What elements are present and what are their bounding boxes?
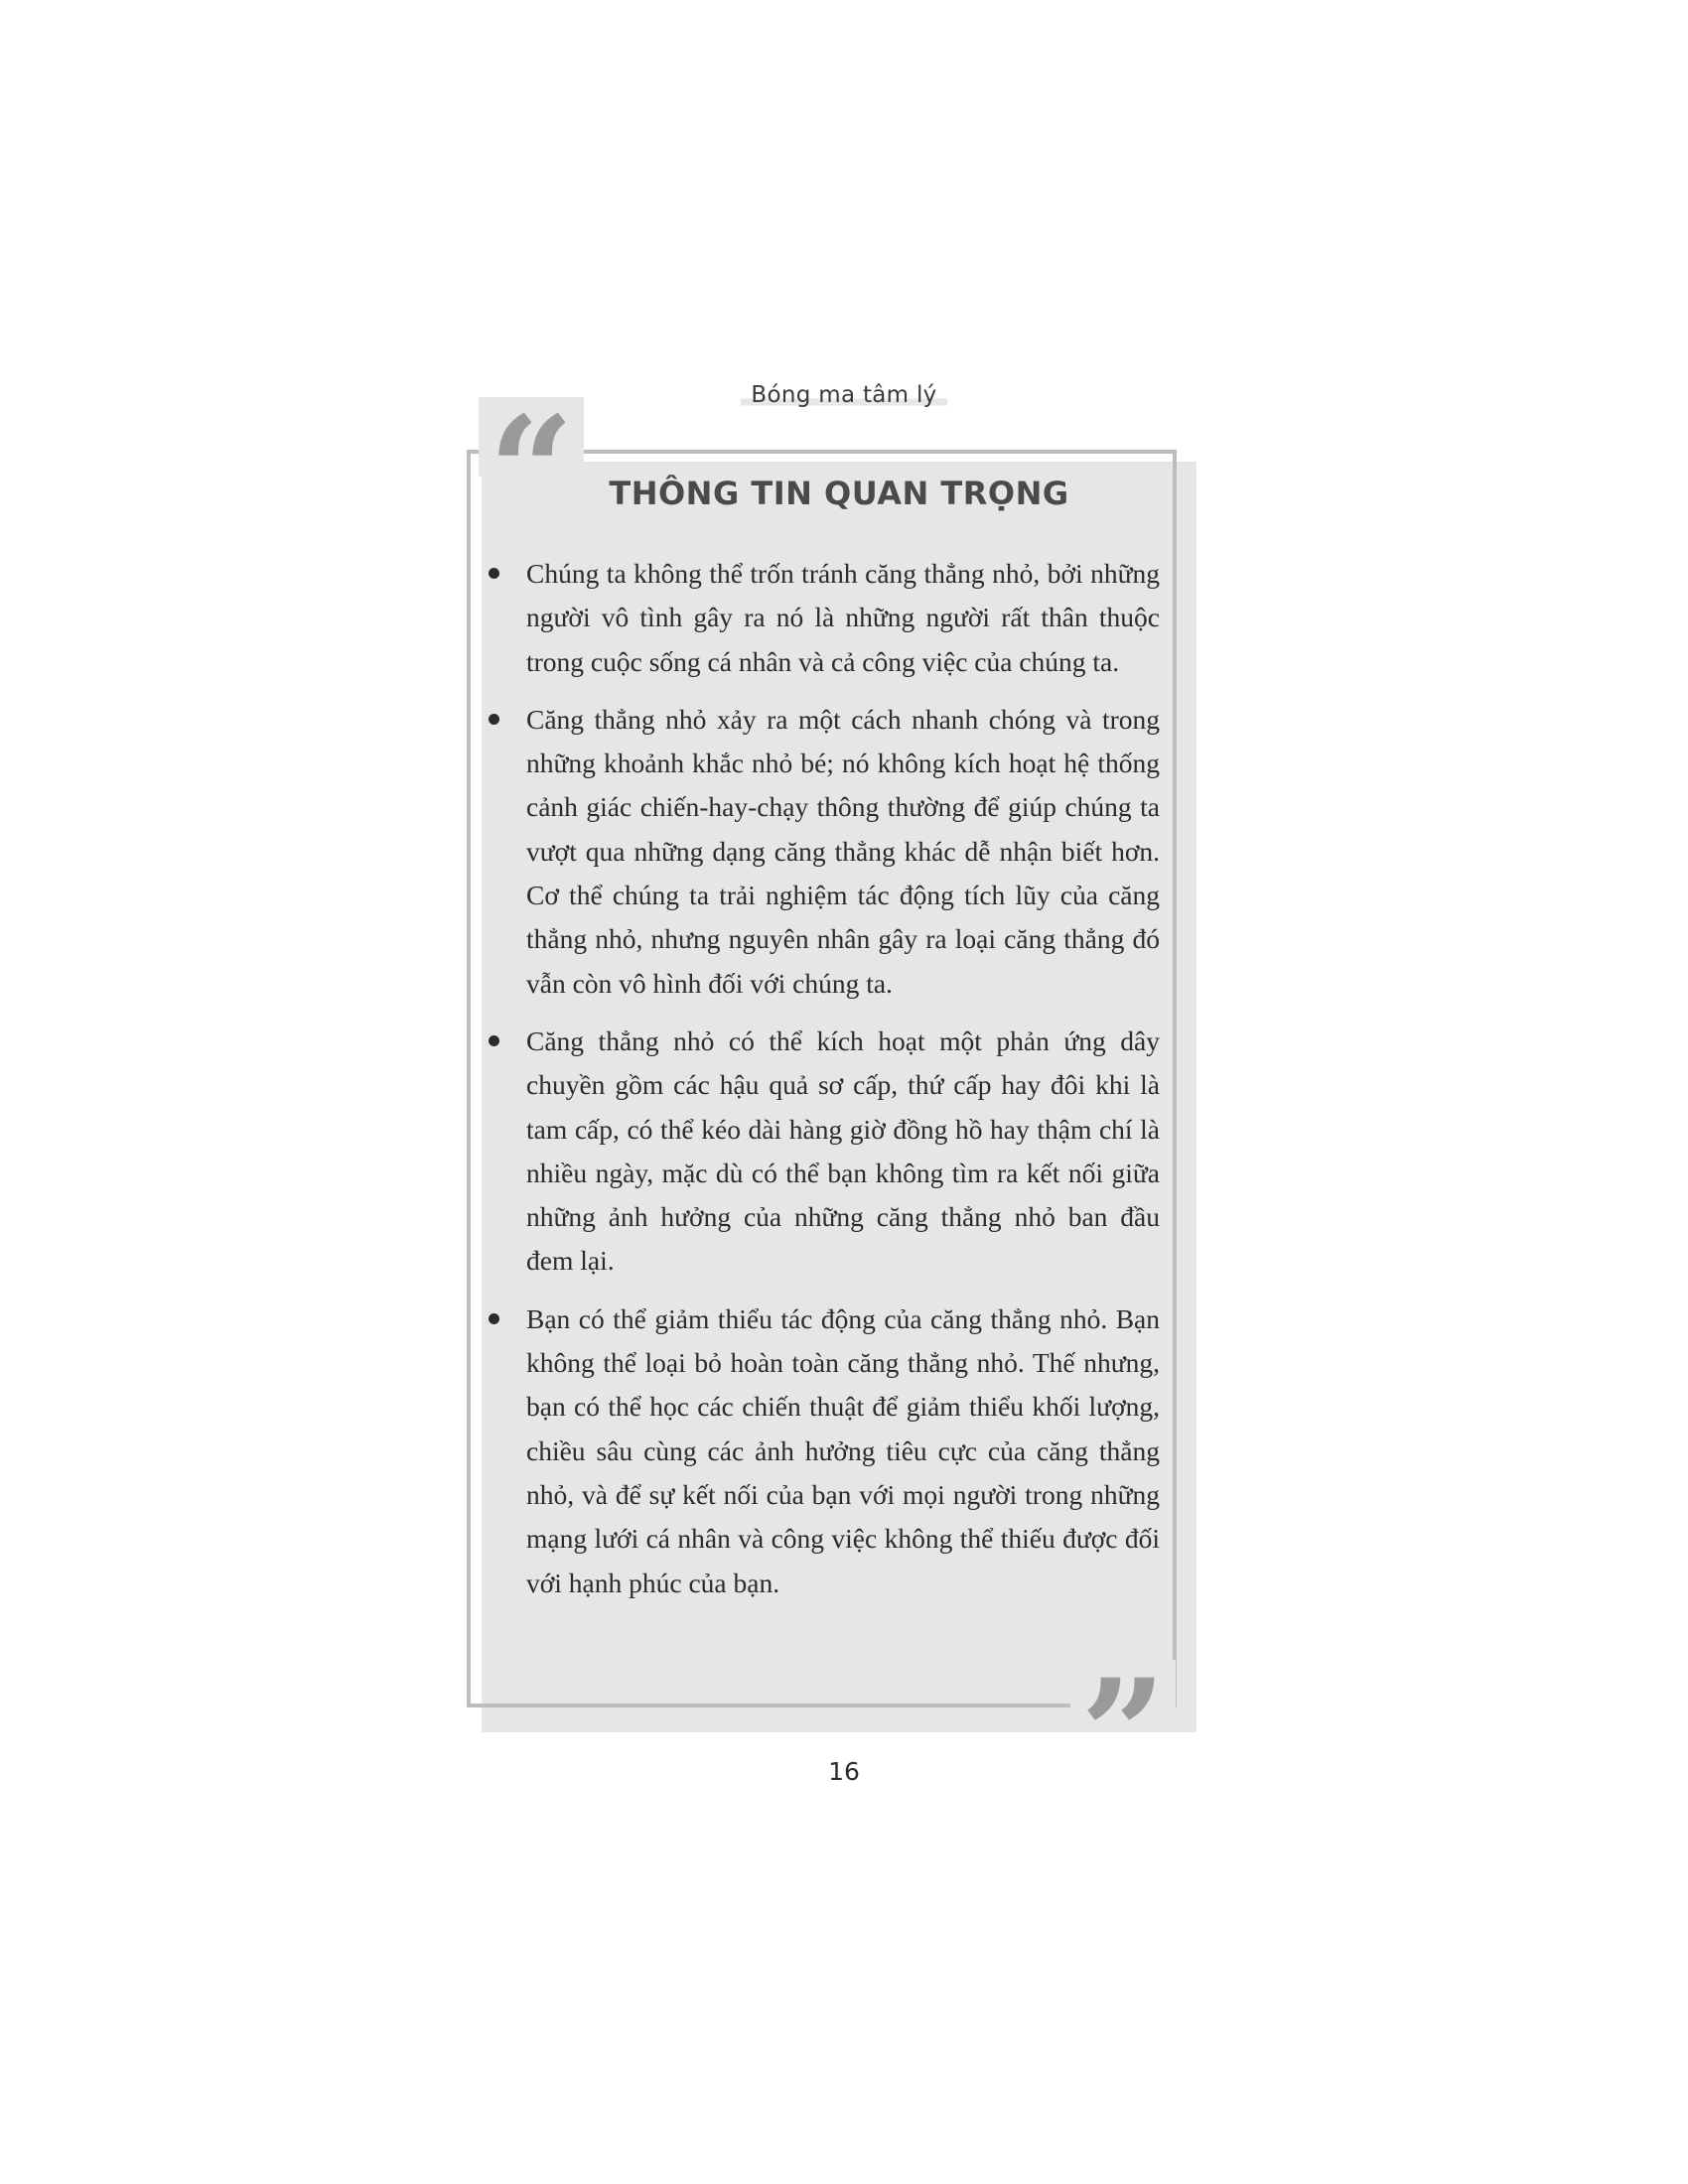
- close-quote-icon: [1070, 1647, 1176, 1822]
- bullet-text: Căng thẳng nhỏ có thể kích hoạt một phản ứng dây chuyền gồm các hậu quả sơ cấp, thứ cấp hay đôi khi là tam cấp, có thể kéo dài hàng giờ đồng hồ hay thậm chí là nhiều ngày, mặc dù có thể bạn không tìm ra kết nối giữa những ảnh hưởng của những căng thẳng nhỏ ban đầu đem lại.: [526, 1024, 1160, 1277]
- bullet-dot-icon: [489, 568, 499, 579]
- bullet-item: [485, 1020, 1160, 1284]
- bullet-text: Chúng ta không thể trốn tránh căng thẳng nhỏ, bởi những người vô tình gây ra nó là những người rất thân thuộc trong cuộc sống cá nhân và cả công việc của chúng ta.: [526, 558, 1160, 677]
- open-quote-glyph: “: [489, 384, 575, 559]
- close-quote-glyph: ”: [1080, 1647, 1167, 1822]
- open-quote-icon: [479, 384, 584, 559]
- bullet-item: [485, 1297, 1160, 1605]
- bullet-item: [485, 698, 1160, 1006]
- bullet-item: [485, 552, 1160, 684]
- bullet-dot-icon: [489, 1313, 499, 1324]
- running-header: [0, 382, 1688, 408]
- running-header-text: Bóng ma tâm lý: [741, 380, 946, 414]
- bullet-list: [485, 552, 1160, 1619]
- info-box-title: THÔNG TIN QUAN TRỌNG: [609, 475, 1069, 512]
- bullet-dot-icon: [489, 1035, 499, 1046]
- bullet-dot-icon: [489, 714, 499, 725]
- bullet-text: Căng thẳng nhỏ xảy ra một cách nhanh chóng và trong những khoảnh khắc nhỏ bé; nó không kích hoạt hệ thống cảnh giác chiến-hay-chạy thông thường để giúp chúng ta vượt qua những dạng căng thẳng khác dễ nhận biết hơn. Cơ thể chúng ta trải nghiệm tác động tích lũy của căng thẳng nhỏ, nhưng nguyên nhân gây ra loại căng thẳng đó vẫn còn vô hình đối với chúng ta.: [526, 703, 1160, 999]
- page-number: 16: [828, 1757, 860, 1786]
- bullet-text: Bạn có thể giảm thiểu tác động của căng thẳng nhỏ. Bạn không thể loại bỏ hoàn toàn căng thẳng nhỏ. Thế nhưng, bạn có thể học các chiến thuật để giảm thiểu khối lượng, chiều sâu cùng các ảnh hưởng tiêu cực của căng thẳng nhỏ, và để sự kết nối của bạn với mọi người trong những mạng lưới cá nhân và công việc không thể thiếu được đối với hạnh phúc của bạn.: [526, 1302, 1160, 1598]
